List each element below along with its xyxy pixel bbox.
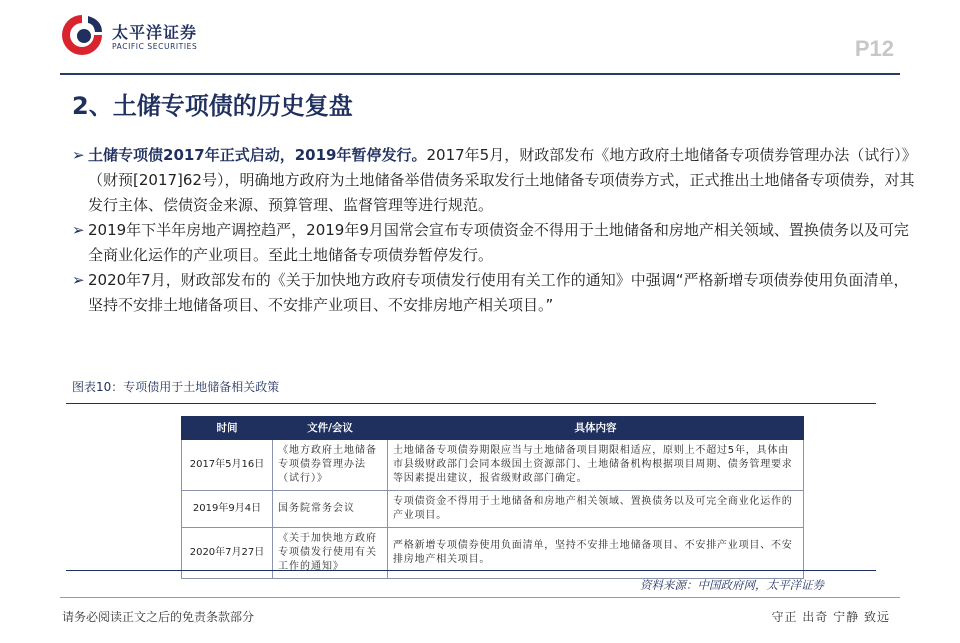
bullet-item <box>72 143 922 218</box>
policy-table <box>181 416 804 579</box>
table-row <box>182 440 804 491</box>
figure-title: 图表10：专项债用于土地储备相关政策 <box>72 380 280 394</box>
section-title: 2、土储专项债的历史复盘 <box>72 92 353 120</box>
cell-date: 2019年9月4日 <box>182 491 273 528</box>
source-note: 资料来源：中国政府网，太平洋证券 <box>640 578 824 592</box>
bullet-lead: 土储专项债2017年正式启动，2019年暂停发行。 <box>88 146 427 164</box>
column-header-document: 文件/会议 <box>273 417 388 440</box>
bullet-text: 2017年5月，财政部发布《地方政府土地储备专项债券管理办法（试行）》（财预[2017]62号），明确地方政府为土地储备举借债务采取发行土地储备专项债券方式，正式推出土地储备专项债券，对其发行主体、偿债资金来源、预算管理、监督管理等进行规范。 <box>88 146 917 214</box>
cell-content: 专项债资金不得用于土地储备和房地产相关领域、置换债务以及可完全商业化运作的产业项目。 <box>388 491 804 528</box>
bullet-item <box>72 218 922 268</box>
bullet-arrow-icon: ➢ <box>72 221 85 239</box>
bullet-item <box>72 268 922 318</box>
pacific-securities-logo-icon <box>58 12 106 58</box>
figure-top-divider <box>66 403 876 404</box>
cell-document: 国务院常务会议 <box>273 491 388 528</box>
disclaimer-note: 请务必阅读正文之后的免责条款部分 <box>62 610 255 624</box>
bullet-text: 2020年7月，财政部发布的《关于加快地方政府专项债发行使用有关工作的通知》中强调“严格新增专项债券使用负面清单，坚持不安排土地储备项目、不安排产业项目、不安排房地产相关项目。” <box>88 271 909 314</box>
bullet-text: 2019年下半年房地产调控趋严，2019年9月国常会宣布专项债资金不得用于土地储备和房地产相关领域、置换债务以及可完全商业化运作的产业项目。至此土地储备专项债券暂停发行。 <box>88 221 909 264</box>
column-header-content: 具体内容 <box>388 417 804 440</box>
cell-date: 2017年5月16日 <box>182 440 273 491</box>
logo-chinese-name: 太平洋证券 <box>112 23 198 42</box>
company-motto: 守正 出奇 宁静 致远 <box>771 610 890 624</box>
bullet-arrow-icon: ➢ <box>72 271 85 289</box>
cell-document: 《关于加快地方政府专项债发行使用有关工作的通知》 <box>273 528 388 579</box>
cell-content: 严格新增专项债券使用负面清单，坚持不安排土地储备项目、不安排产业项目、不安排房地产相关项目。 <box>388 528 804 579</box>
bullet-arrow-icon: ➢ <box>72 146 85 164</box>
footer-divider <box>60 597 900 598</box>
logo-english-name: PACIFIC SECURITIES <box>112 42 198 51</box>
header-divider <box>60 73 900 75</box>
company-logo <box>58 8 208 60</box>
cell-date: 2020年7月27日 <box>182 528 273 579</box>
cell-content: 土地储备专项债券期限应当与土地储备项目期限相适应，原则上不超过5年，具体由市县级财政部门会同本级国土资源部门、土地储备机构根据项目周期、债务管理要求等因素提出建议，报省级财政部门确定。 <box>388 440 804 491</box>
table-row <box>182 491 804 528</box>
table-header-row <box>182 417 804 440</box>
cell-document: 《地方政府土地储备专项债券管理办法（试行）》 <box>273 440 388 491</box>
figure-bottom-divider <box>66 570 876 571</box>
bullet-list <box>72 143 922 318</box>
column-header-date: 时间 <box>182 417 273 440</box>
page-number: P12 <box>854 36 894 61</box>
